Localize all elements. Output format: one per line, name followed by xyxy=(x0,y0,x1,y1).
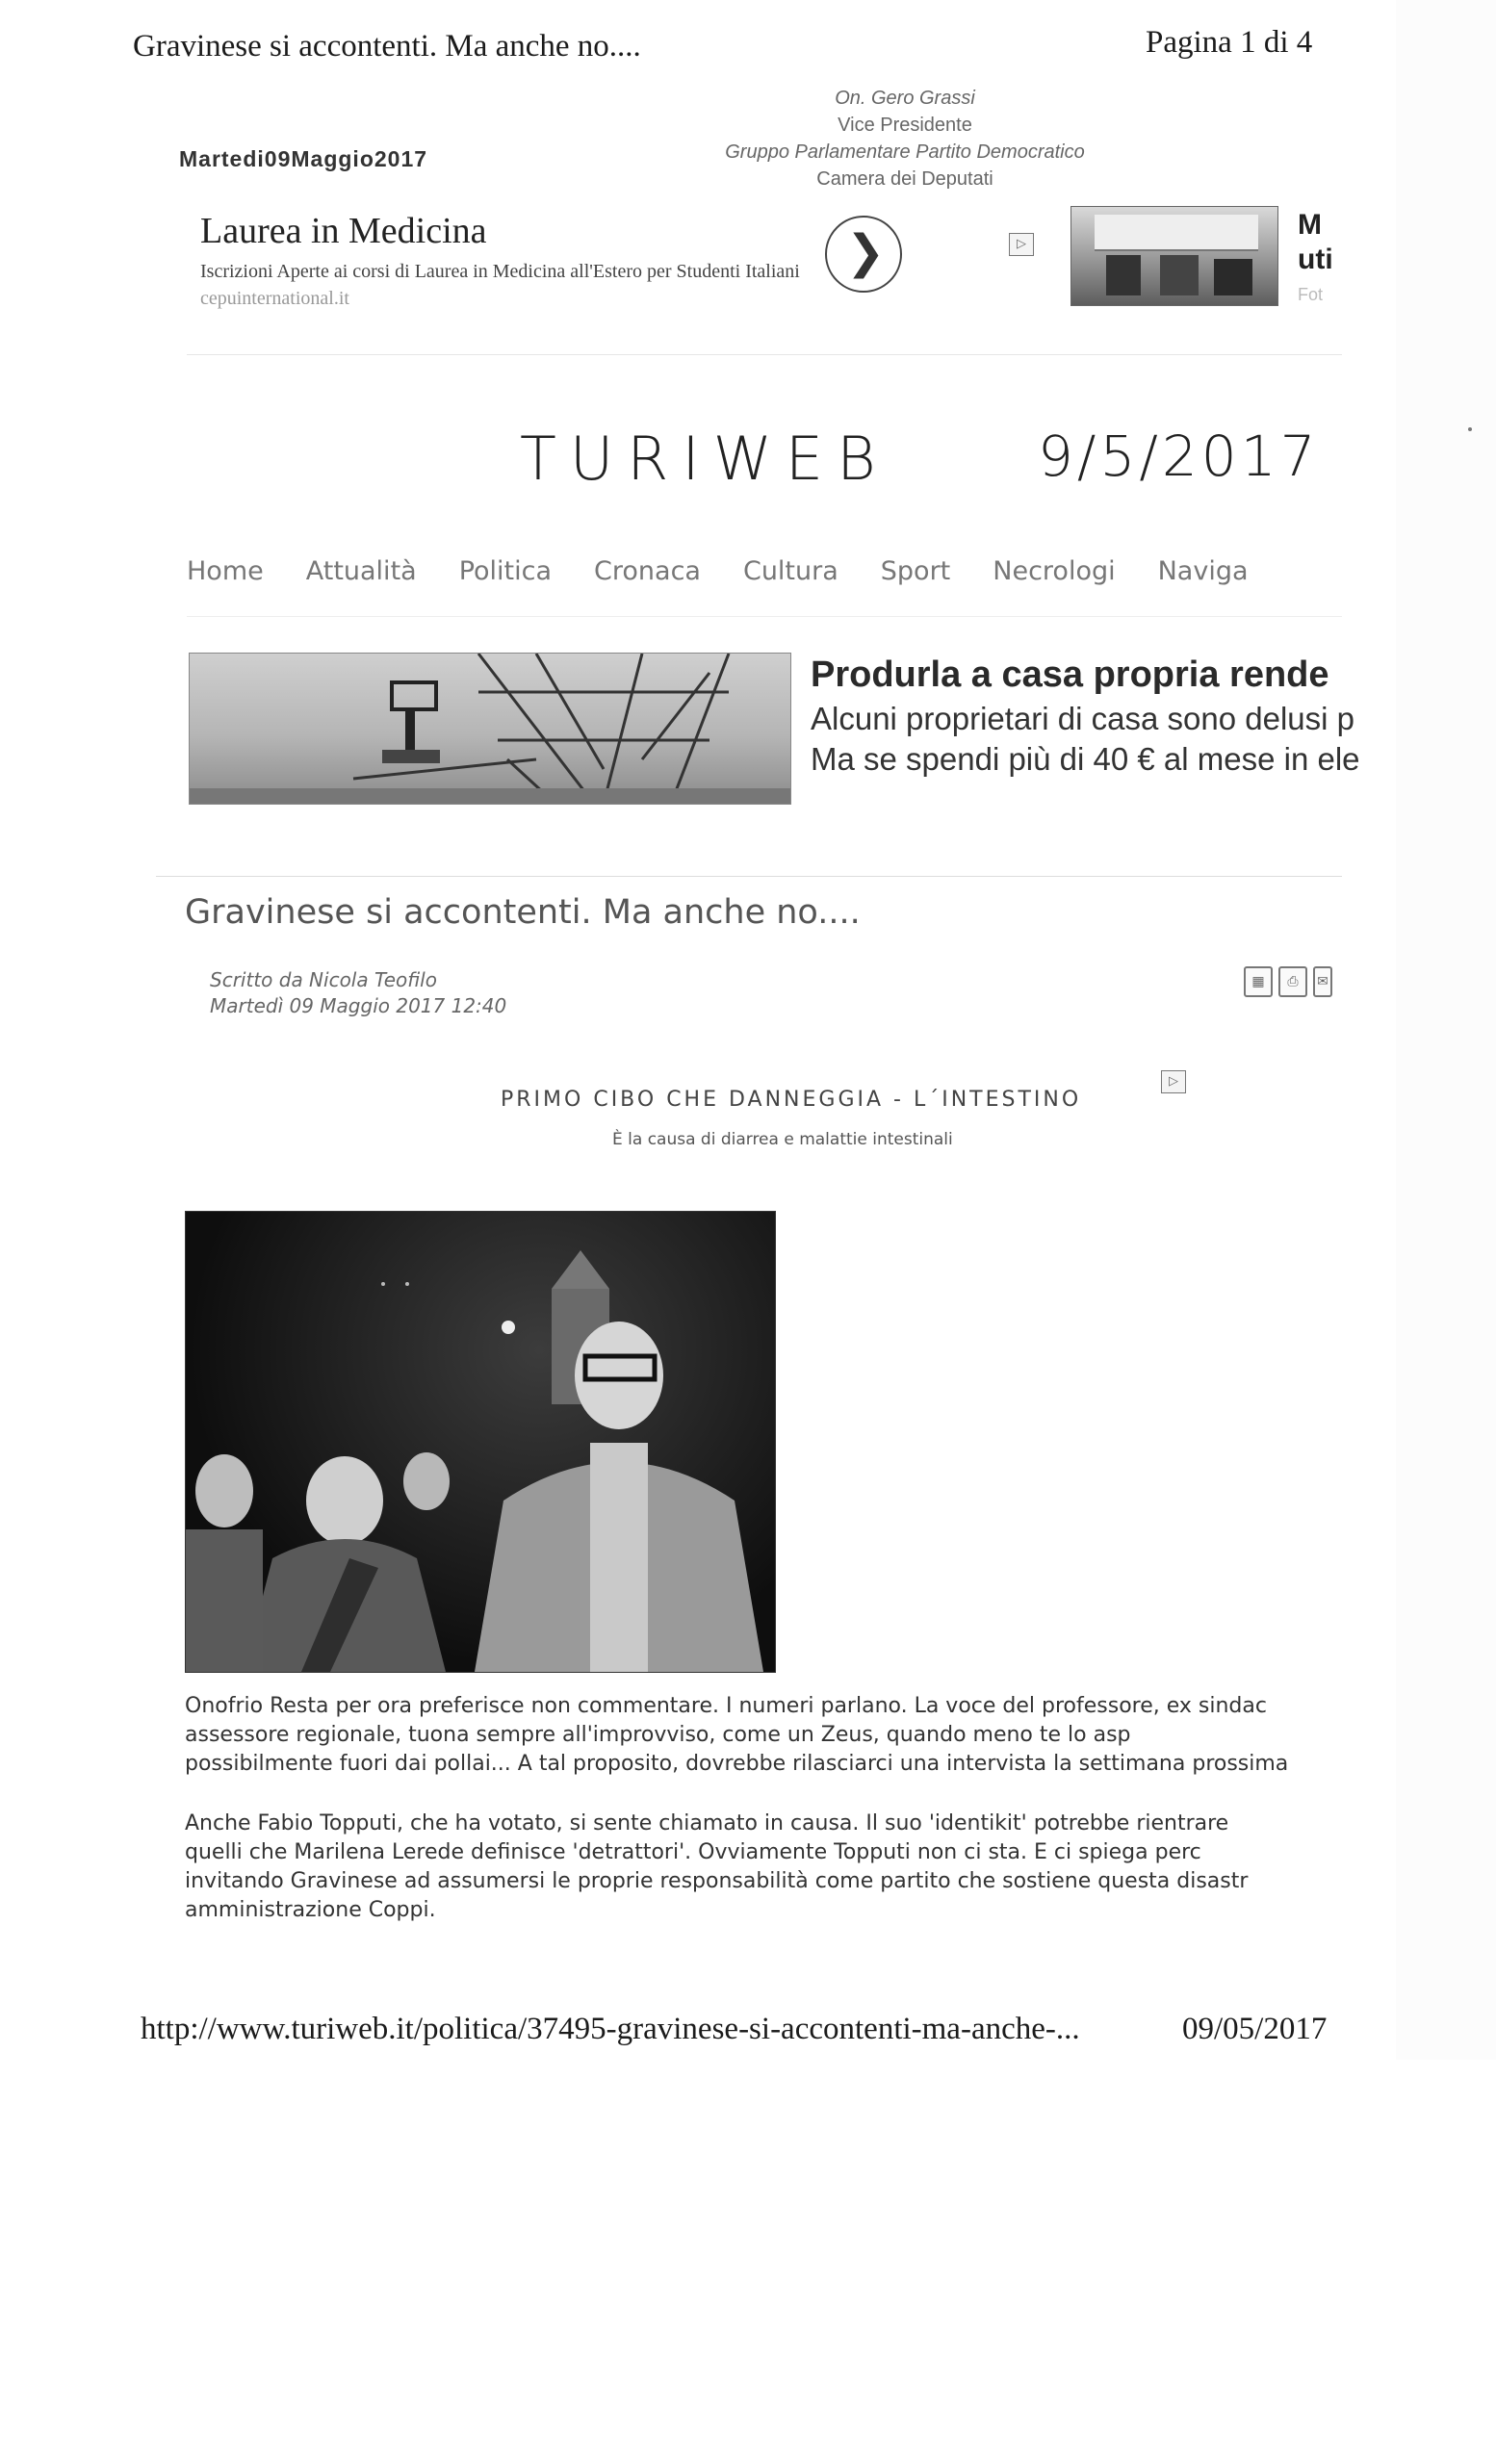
divider xyxy=(156,876,1342,877)
paragraph-line: Onofrio Resta per ora preferisce non commentare. I numeri parlano. La voce del professore, ex sindac xyxy=(185,1694,1267,1718)
divider xyxy=(187,354,1342,355)
print-footer-url: http://www.turiweb.it/politica/37495-gravinese-si-accontenti-ma-anche-... xyxy=(141,2012,1080,2046)
article-datetime: Martedì 09 Maggio 2017 12:40 xyxy=(210,994,507,1017)
stamp-chamber: Camera dei Deputati xyxy=(816,168,993,190)
stamp-block xyxy=(674,85,1136,192)
ad-text[interactable] xyxy=(200,258,816,312)
banner-line-1: Alcuni proprietari di casa sono delusi p xyxy=(811,701,1354,736)
nav-politica[interactable]: Politica xyxy=(458,556,553,586)
ad-title[interactable]: Laurea in Medicina xyxy=(200,211,487,251)
thumb-window xyxy=(1106,255,1141,295)
print-icon[interactable]: ⎙ xyxy=(1278,966,1307,997)
pdf-icon[interactable]: ▦ xyxy=(1244,966,1273,997)
thumb-window xyxy=(1214,259,1252,295)
scan-dot xyxy=(1468,427,1472,431)
handwritten-logo: TURIWEB xyxy=(520,424,890,494)
page-edge xyxy=(1396,0,1496,2060)
nav-necrologi[interactable]: Necrologi xyxy=(993,556,1116,586)
paragraph-line: invitando Gravinese ad assumersi le proprie responsabilità come partito che sostiene questa disastr xyxy=(185,1869,1249,1893)
article-title[interactable]: Gravinese si accontenti. Ma anche no.... xyxy=(185,893,861,932)
nav-cronaca[interactable]: Cronaca xyxy=(594,556,701,586)
paragraph-line: possibilmente fuori dai pollai... A tal proposito, dovrebbe rilasciarci una intervista la settimana prossima xyxy=(185,1752,1289,1776)
sponsored-subtitle[interactable]: È la causa di diarrea e malattie intestinali xyxy=(612,1130,953,1149)
stamp-role: Vice Presidente xyxy=(838,115,972,136)
article-byline xyxy=(210,967,506,1019)
article-author: Scritto da Nicola Teofilo xyxy=(210,968,437,991)
banner-ad[interactable] xyxy=(189,653,1360,805)
article-paragraph-2 xyxy=(185,1810,1340,1925)
banner-photo xyxy=(189,653,791,805)
nav-attualita[interactable]: Attualità xyxy=(305,556,417,586)
nav-naviga[interactable]: Naviga xyxy=(1157,556,1249,586)
chevron-right-icon: ❯ xyxy=(846,225,886,279)
thumb-window xyxy=(1160,255,1199,295)
paragraph-line: Anche Fabio Topputi, che ha votato, si sente chiamato in causa. Il suo 'identikit' potrebbe rientrare xyxy=(185,1811,1229,1835)
paragraph-line: amministrazione Coppi. xyxy=(185,1898,436,1922)
ad-side-fragment[interactable] xyxy=(1298,208,1333,312)
article-paragraph-1 xyxy=(185,1692,1340,1779)
ad-url[interactable]: cepuinternational.it xyxy=(200,288,349,309)
main-nav xyxy=(187,556,1291,586)
adchoice-icon[interactable]: ▷ xyxy=(1161,1070,1186,1093)
print-header-page: Pagina 1 di 4 xyxy=(1146,25,1313,60)
nav-cultura[interactable]: Cultura xyxy=(742,556,838,586)
banner-headline: Produrla a casa propria rende xyxy=(811,654,1329,695)
handwritten-date: 9/5/2017 xyxy=(1038,424,1320,489)
divider xyxy=(187,616,1342,617)
sponsored-title[interactable]: PRIMO CIBO CHE DANNEGGIA - L´INTESTINO xyxy=(501,1088,1082,1112)
article-tools xyxy=(1244,966,1332,997)
paragraph-line: assessore regionale, tuona sempre all'improvviso, come un Zeus, quando meno te lo asp xyxy=(185,1723,1131,1747)
site-date: Martedi09Maggio2017 xyxy=(179,146,428,171)
adchoice-icon[interactable]: ▷ xyxy=(1009,233,1034,256)
ad-side-line2: uti xyxy=(1298,244,1333,275)
ad-side-line1: M xyxy=(1298,209,1322,241)
ad-description: Iscrizioni Aperte ai corsi di Laurea in Medicina all'Estero per Studenti Italiani xyxy=(200,261,800,282)
print-header-title: Gravinese si accontenti. Ma anche no.... xyxy=(133,29,641,64)
ad-side-line3: Fot xyxy=(1298,285,1324,304)
email-icon[interactable]: ✉ xyxy=(1313,966,1332,997)
article-photo xyxy=(185,1211,776,1673)
ad-thumbnail[interactable] xyxy=(1070,206,1278,306)
stamp-group: Gruppo Parlamentare Partito Democratico xyxy=(725,141,1085,163)
stamp-name: On. Gero Grassi xyxy=(835,88,975,109)
print-footer-date: 09/05/2017 xyxy=(1182,2012,1328,2046)
nav-sport[interactable]: Sport xyxy=(880,556,951,586)
ad-go-button[interactable] xyxy=(825,216,902,293)
banner-line-2: Ma se spendi più di 40 € al mese in ele xyxy=(811,741,1360,777)
thumb-roof xyxy=(1095,215,1258,251)
nav-home[interactable]: Home xyxy=(187,556,264,586)
paragraph-line: quelli che Marilena Lerede definisce 'detrattori'. Ovviamente Topputi non ci sta. E ci spiega perc xyxy=(185,1840,1201,1864)
